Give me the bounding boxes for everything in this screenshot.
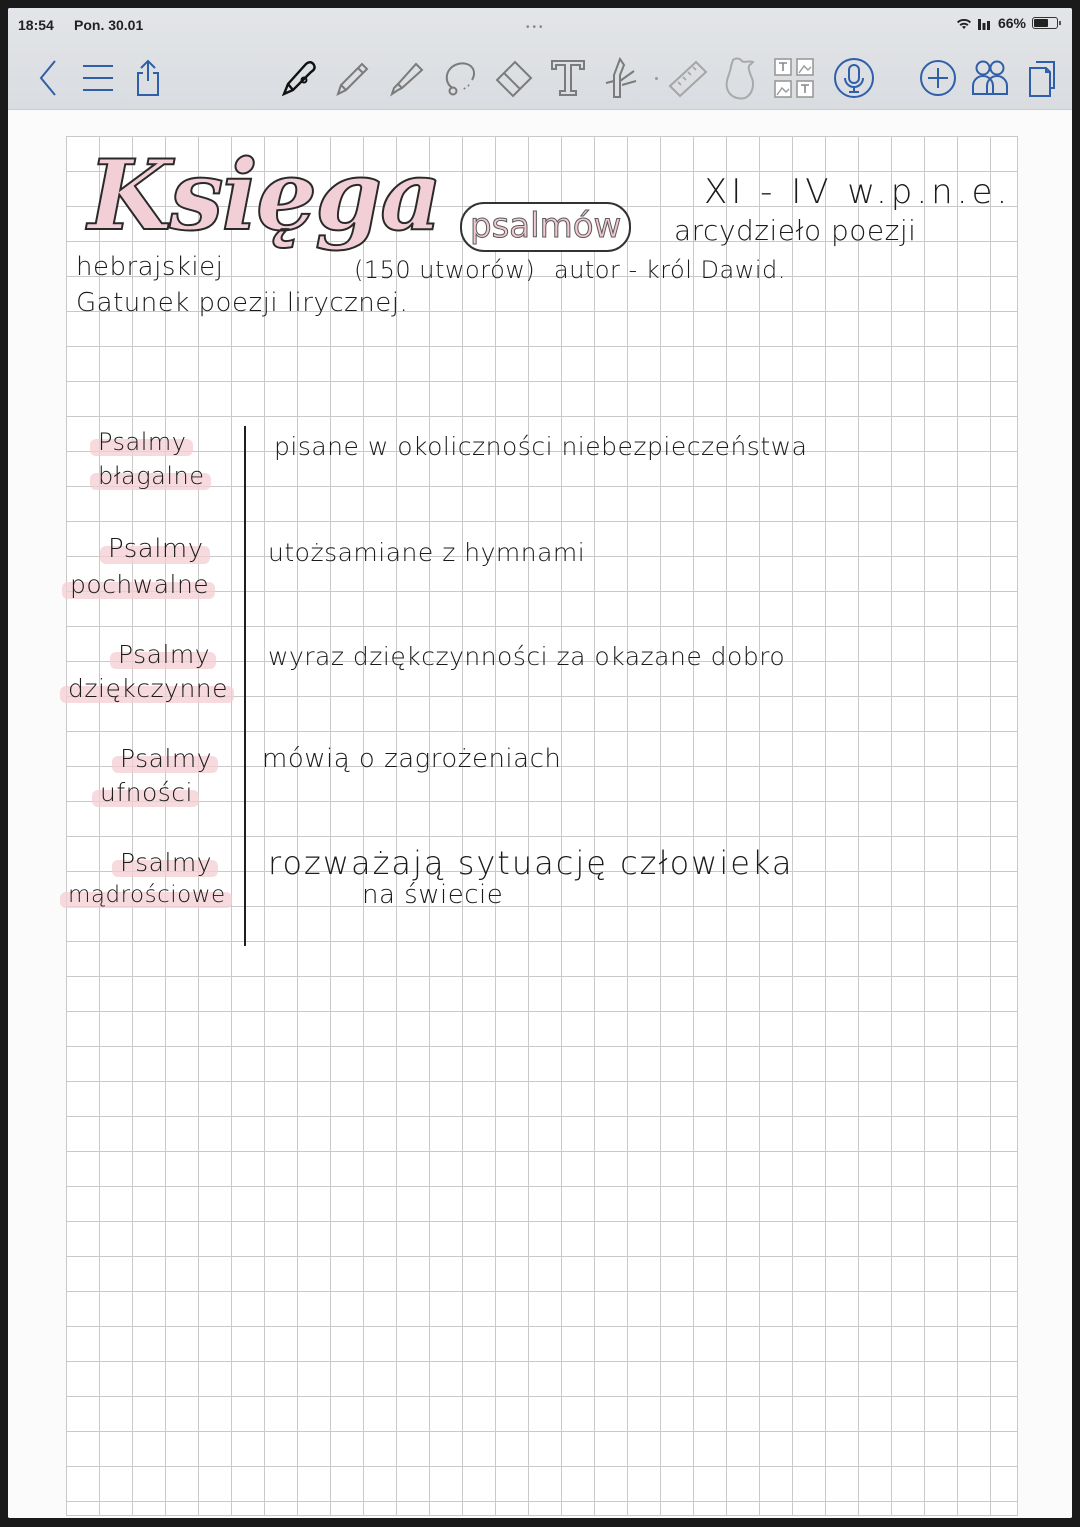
definition-line2: na świecie — [362, 880, 504, 910]
date-range: XI - IV w.p.n.e. — [704, 172, 1012, 212]
intro-line2-mid: (150 utworów) — [354, 256, 536, 284]
menu-icon — [81, 63, 115, 93]
tools-knife-icon — [600, 57, 640, 99]
battery-icon — [1032, 17, 1058, 29]
menu-button[interactable] — [78, 56, 118, 100]
definition: mówią o zagrożeniach — [262, 744, 562, 774]
microphone-button[interactable] — [830, 56, 878, 100]
pen-tool-icon — [278, 58, 318, 98]
status-bar — [8, 8, 1072, 42]
ruler-button[interactable] — [664, 56, 712, 100]
note-title-sub: psalmów — [460, 202, 631, 252]
definition: wyraz dziękczynności za okazane dobro — [268, 642, 786, 671]
highlighter-tool-button[interactable] — [384, 56, 428, 100]
status-date: Pon. 30.01 — [74, 17, 144, 33]
note-title: Księga — [88, 139, 441, 252]
table-divider — [244, 426, 246, 946]
back-button[interactable] — [30, 56, 66, 100]
definition: rozważają sytuację człowieka — [268, 844, 794, 882]
pages-icon — [1024, 58, 1060, 98]
add-page-icon — [918, 58, 958, 98]
definition: utożsamiane z hymnami — [268, 538, 586, 567]
intro-line2-left: hebrajskiej — [76, 252, 224, 282]
signal-icon — [978, 17, 992, 30]
hand-icon — [723, 56, 757, 100]
status-right — [956, 15, 1058, 31]
grid-paper — [66, 136, 1018, 1516]
pen-tool-button[interactable] — [276, 56, 320, 100]
term-line2: ufności — [100, 778, 194, 807]
text-tool-icon — [549, 58, 587, 98]
multitask-dots[interactable]: ••• — [526, 22, 546, 33]
wifi-icon — [956, 17, 972, 30]
term-line1: Psalmy — [98, 428, 187, 456]
pencil-tool-icon — [332, 58, 372, 98]
intro-line1: arcydzieło poezji — [674, 214, 917, 247]
lasso-tool-icon — [440, 58, 480, 98]
elements-button[interactable] — [770, 56, 818, 100]
term-line2: dziękczynne — [68, 674, 229, 703]
term-line2: mądrościowe — [68, 882, 226, 908]
term-line1: Psalmy — [108, 534, 204, 564]
add-page-button[interactable] — [916, 56, 960, 100]
microphone-icon — [832, 56, 876, 100]
term-line2: pochwalne — [70, 570, 210, 599]
collaborate-icon — [970, 58, 1010, 98]
eraser-tool-icon — [493, 58, 535, 98]
highlighter-tool-icon — [386, 58, 426, 98]
share-button[interactable] — [130, 56, 166, 100]
intro-line3: Gatunek poezji lirycznej. — [76, 288, 409, 318]
intro-line2-right: autor - król Dawid. — [554, 256, 786, 284]
status-time: 18:54 — [18, 17, 54, 33]
eraser-tool-button[interactable] — [492, 56, 536, 100]
battery-percent: 66% — [997, 15, 1026, 31]
app-toolbar — [8, 8, 1072, 110]
collaborate-button[interactable] — [968, 56, 1012, 100]
toolbar-separator — [648, 56, 664, 100]
text-tool-button[interactable] — [546, 56, 590, 100]
term-line1: Psalmy — [118, 640, 211, 669]
ruler-icon — [666, 58, 710, 98]
elements-icon — [772, 56, 816, 100]
lasso-tool-button[interactable] — [438, 56, 482, 100]
pencil-tool-button[interactable] — [330, 56, 374, 100]
tools-button[interactable] — [598, 56, 642, 100]
definition: pisane w okoliczności niebezpieczeństwa — [274, 432, 808, 461]
term-line2: błagalne — [98, 462, 205, 490]
note-canvas[interactable] — [8, 110, 1072, 1518]
pages-button[interactable] — [1020, 56, 1064, 100]
hand-tool-button[interactable] — [720, 56, 760, 100]
back-icon — [37, 58, 59, 98]
share-icon — [134, 59, 162, 97]
term-line1: Psalmy — [120, 744, 213, 773]
tablet-screen — [8, 8, 1072, 1518]
term-line1: Psalmy — [120, 848, 213, 877]
